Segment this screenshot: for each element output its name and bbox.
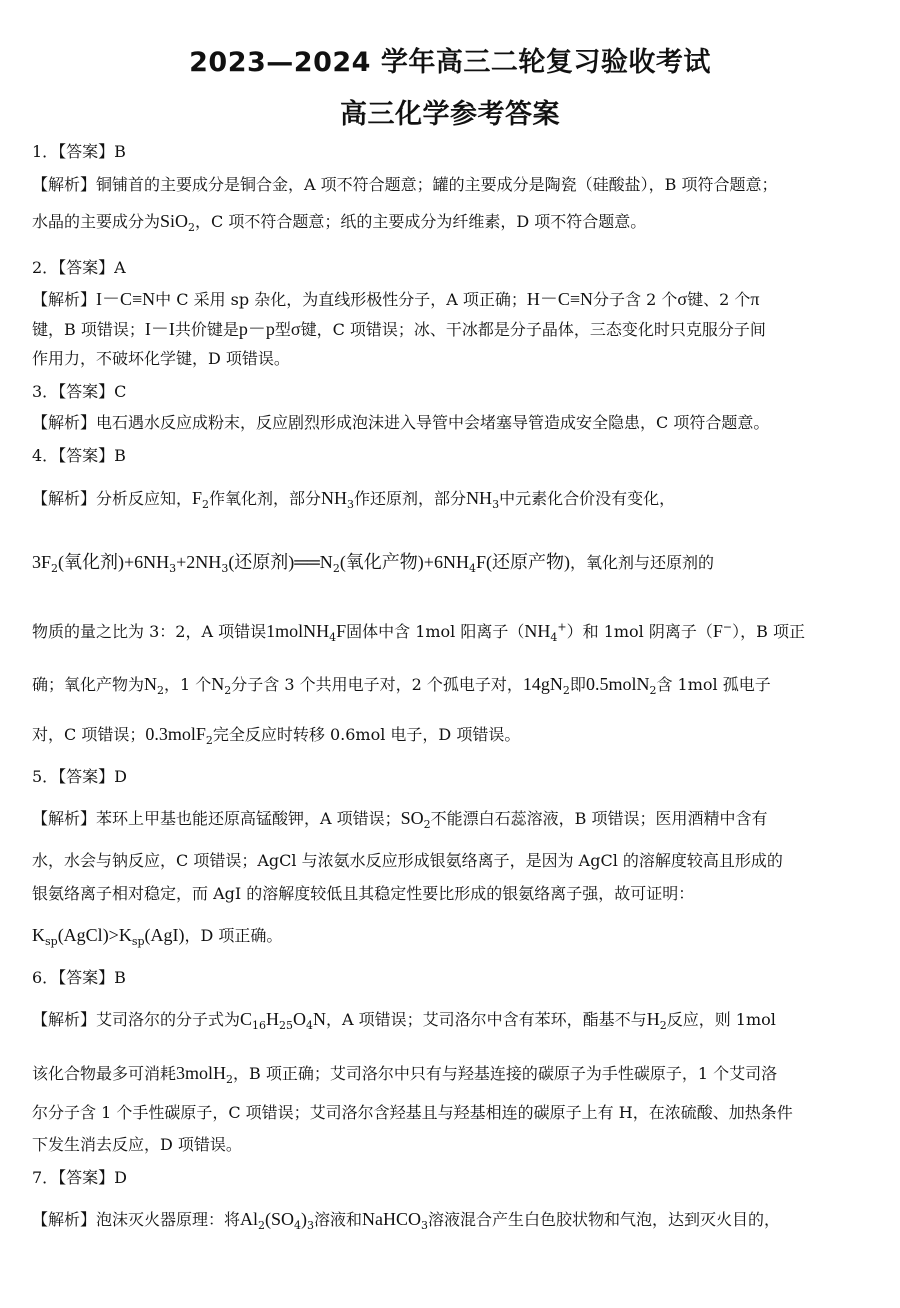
text-segment: ，氧化剂与还原剂的 <box>569 553 714 572</box>
q5-analysis-2 <box>32 851 783 871</box>
q5-analysis-1 <box>32 808 768 832</box>
subscript: 4 <box>306 1019 314 1033</box>
formula-text: F <box>712 621 723 641</box>
formula-text: N <box>144 674 158 694</box>
subscript: 2 <box>226 1073 234 1087</box>
subscript: sp <box>131 935 145 949</box>
text-segment: 共价键是 <box>174 320 239 339</box>
subscript: 3 <box>492 498 500 512</box>
text-segment: ）和 1mol 阴离子（ <box>566 622 713 641</box>
text-segment: 6．【答案】B <box>32 968 126 987</box>
q1-analysis-2 <box>32 211 647 235</box>
subscript: 2 <box>332 562 340 576</box>
subscript: 2 <box>51 562 59 576</box>
text-segment: 含 1mol 孤电子 <box>656 675 771 694</box>
formula-text: I－I <box>144 319 175 339</box>
text-segment: 作氧化剂，部分 <box>209 489 322 508</box>
text-segment: ，B 项正确；艾司洛尔中只有与羟基连接的碳原子为手性碳原子，1 个艾司洛 <box>233 1064 778 1083</box>
subscript: 16 <box>252 1019 267 1033</box>
text-segment: 分子含 2 个 <box>593 290 678 309</box>
formula-text: NaHCO <box>362 1209 422 1229</box>
formula-text: NH <box>321 488 348 508</box>
text-segment: 3．【答案】C <box>32 382 127 401</box>
text-segment: 对，C 项错误； <box>32 725 146 744</box>
formula-text: p－p <box>238 319 275 339</box>
text-segment: ，1 个 <box>164 675 212 694</box>
subscript: 2 <box>258 1219 266 1233</box>
subscript: 2 <box>649 684 657 698</box>
text-segment: 物质的量之比为 3：2，A 项错误 <box>32 622 267 641</box>
q1-answer <box>32 142 126 162</box>
subscript: sp <box>45 935 58 949</box>
formula-text: 3F <box>32 552 52 572</box>
text-segment: 型 <box>274 320 291 339</box>
formula-text: F(还原产物) <box>475 552 570 572</box>
text-segment: 【解析】分析反应知， <box>32 489 193 508</box>
subscript: 2 <box>202 498 210 512</box>
subscript: 4 <box>294 1219 302 1233</box>
q4-analysis-1 <box>32 488 676 512</box>
formula-text: SO <box>400 808 424 828</box>
formula-text: (还原剂)══N <box>228 552 333 572</box>
formula-text: 14gN <box>522 674 563 694</box>
formula-text: F <box>192 488 203 508</box>
q2-answer <box>32 258 126 278</box>
q4-analysis-4 <box>32 674 771 698</box>
formula-text: 3molH <box>176 1063 227 1083</box>
formula-text: 1molNH <box>266 621 330 641</box>
formula-text: H <box>266 1009 280 1029</box>
text-segment: 【解析】泡沫灭火器原理：将 <box>32 1210 241 1229</box>
formula-text: σ <box>290 319 301 339</box>
text-segment: 溶液混合产生白色胶状物和气泡，达到灭火目的， <box>428 1210 781 1229</box>
formula-text: σ <box>677 289 688 309</box>
text-segment: 确；氧化产物为 <box>32 675 145 694</box>
q4-analysis-2 <box>32 552 714 576</box>
text-segment: 【解析】铜铺首的主要成分是铜合金，A 项不符合题意；罐的主要成分是陶瓷（硅酸盐），B 项符合题意； <box>32 175 778 194</box>
text-segment: 5．【答案】D <box>32 767 128 786</box>
formula-text: ) <box>301 1209 308 1229</box>
text-segment: 溶液和 <box>314 1210 363 1229</box>
superscript: − <box>722 620 733 634</box>
subscript: 2 <box>157 684 165 698</box>
text-segment: ，A 项错误；艾司洛尔中含有苯环，酯基不与 <box>326 1010 647 1029</box>
q4-analysis-5 <box>32 724 521 748</box>
text-segment: 2．【答案】A <box>32 258 126 277</box>
formula-text: H－C≡N <box>526 289 594 309</box>
subscript: 3 <box>307 1219 315 1233</box>
text-segment: 1．【答案】B <box>32 142 126 161</box>
page-subtitle: 高三化学参考答案 <box>340 99 560 130</box>
formula-text: +2NH <box>176 552 222 572</box>
page-title: 2023—2024 学年高三二轮复习验收考试 <box>189 47 711 78</box>
q5-analysis-3 <box>32 884 694 904</box>
text-segment: 完全反应时转移 0.6mol 电子，D 项错误。 <box>212 725 521 744</box>
text-segment: 中 C 采用 sp 杂化，为直线形极性分子，A 项正确； <box>155 290 527 309</box>
q1-analysis-1 <box>32 175 778 195</box>
formula-text: K <box>32 925 45 945</box>
q6-analysis-1 <box>32 1009 776 1033</box>
formula-text: (AgI) <box>144 925 185 945</box>
text-segment: 作用力，不破坏化学键，D 项错误。 <box>32 349 290 368</box>
formula-text: (氧化产物)+6NH <box>339 552 469 572</box>
formula-text: Al <box>240 1209 259 1229</box>
q6-analysis-2 <box>32 1063 778 1087</box>
subscript: 3 <box>347 498 355 512</box>
formula-text: NH <box>524 621 551 641</box>
text-segment: 固体中含 1mol 阳离子（ <box>346 622 525 641</box>
text-segment: 键，B 项错误； <box>32 320 145 339</box>
text-segment: 下发生消去反应，D 项错误。 <box>32 1135 242 1154</box>
formula-text: (AgCl)>K <box>57 925 132 945</box>
q2-analysis-1 <box>32 289 759 310</box>
q6-analysis-3 <box>32 1103 793 1123</box>
formula-text: C <box>240 1009 253 1029</box>
text-segment: 【解析】苯环上甲基也能还原高锰酸钾，A 项错误； <box>32 809 401 828</box>
text-segment: 银氨络离子相对稳定，而 AgI 的溶解度较低且其稳定性要比形成的银氨络离子强，故可证明： <box>32 884 695 903</box>
subscript: 2 <box>224 684 232 698</box>
text-segment: 键、2 个 <box>687 290 751 309</box>
q4-answer <box>32 446 126 466</box>
text-segment: 【解析】 <box>32 290 97 309</box>
formula-text: π <box>750 289 760 309</box>
q3-analysis-1 <box>32 413 769 433</box>
subscript: 2 <box>205 734 213 748</box>
text-segment: 中元素化合价没有变化， <box>499 489 676 508</box>
formula-text: SiO <box>160 211 189 231</box>
subscript: 2 <box>659 1019 667 1033</box>
text-segment: 分子含 3 个共用电子对，2 个孤电子对， <box>231 675 523 694</box>
formula-text: F <box>336 621 347 641</box>
text-segment: 【解析】艾司洛尔的分子式为 <box>32 1010 241 1029</box>
subscript: 2 <box>188 221 196 235</box>
subscript: 2 <box>562 684 570 698</box>
q5-analysis-4 <box>32 925 283 949</box>
text-segment: 该化合物最多可消耗 <box>32 1064 177 1083</box>
q4-analysis-3 <box>32 620 805 645</box>
formula-text: I－C≡N <box>96 289 156 309</box>
text-segment: 反应，则 1mol <box>666 1010 776 1029</box>
subscript: 4 <box>550 631 558 645</box>
q6-analysis-4 <box>32 1135 242 1155</box>
subscript: 3 <box>221 562 229 576</box>
text-segment: 即 <box>569 675 586 694</box>
text-segment: 尔分子含 1 个手性碳原子，C 项错误；艾司洛尔含羟基且与羟基相连的碳原子上有 H，在浓硫酸、加热条件 <box>32 1103 793 1122</box>
q2-analysis-3 <box>32 349 290 369</box>
q2-analysis-2 <box>32 319 766 340</box>
text-segment: 【解析】电石遇水反应成粉末，反应剧烈形成泡沫进入导管中会堵塞导管造成安全隐患，C 项符合题意。 <box>32 413 770 432</box>
text-segment: 4．【答案】B <box>32 446 126 465</box>
q7-answer <box>32 1168 127 1188</box>
subscript: 4 <box>468 562 476 576</box>
formula-text: H <box>646 1009 660 1029</box>
formula-text: (SO <box>265 1209 295 1229</box>
text-segment: ，C 项不符合题意；纸的主要成分为纤维素，D 项不符合题意。 <box>195 212 647 231</box>
superscript: + <box>557 620 567 634</box>
subscript: 3 <box>421 1219 429 1233</box>
formula-text: O <box>293 1009 307 1029</box>
subscript: 2 <box>423 818 431 832</box>
q6-answer <box>32 968 126 988</box>
subscript: 4 <box>329 631 337 645</box>
text-segment: ，D 项正确。 <box>184 926 283 945</box>
text-segment: 水晶的主要成分为 <box>32 212 161 231</box>
formula-text: N <box>313 1009 327 1029</box>
q5-answer <box>32 767 127 787</box>
text-segment: 7．【答案】D <box>32 1168 128 1187</box>
text-segment: 不能漂白石蕊溶液，B 项错误；医用酒精中含有 <box>430 809 768 828</box>
text-segment: 水，水会与钠反应，C 项错误；AgCl 与浓氨水反应形成银氨络离子，是因为 AgCl 的溶解度较高且形成的 <box>32 851 783 870</box>
subscript: 3 <box>169 562 177 576</box>
text-segment: 键，C 项错误；冰、干冰都是分子晶体，三态变化时只克服分子间 <box>300 320 766 339</box>
subscript: 25 <box>279 1019 294 1033</box>
formula-text: N <box>211 674 225 694</box>
text-segment: 作还原剂，部分 <box>354 489 467 508</box>
formula-text: (氧化剂)+6NH <box>58 552 170 572</box>
text-segment: ），B 项正 <box>732 622 805 641</box>
formula-text: NH <box>466 488 493 508</box>
q7-analysis-1 <box>32 1209 781 1233</box>
formula-text: 0.3molF <box>145 724 206 744</box>
formula-text: 0.5molN <box>585 674 650 694</box>
q3-answer <box>32 382 126 402</box>
